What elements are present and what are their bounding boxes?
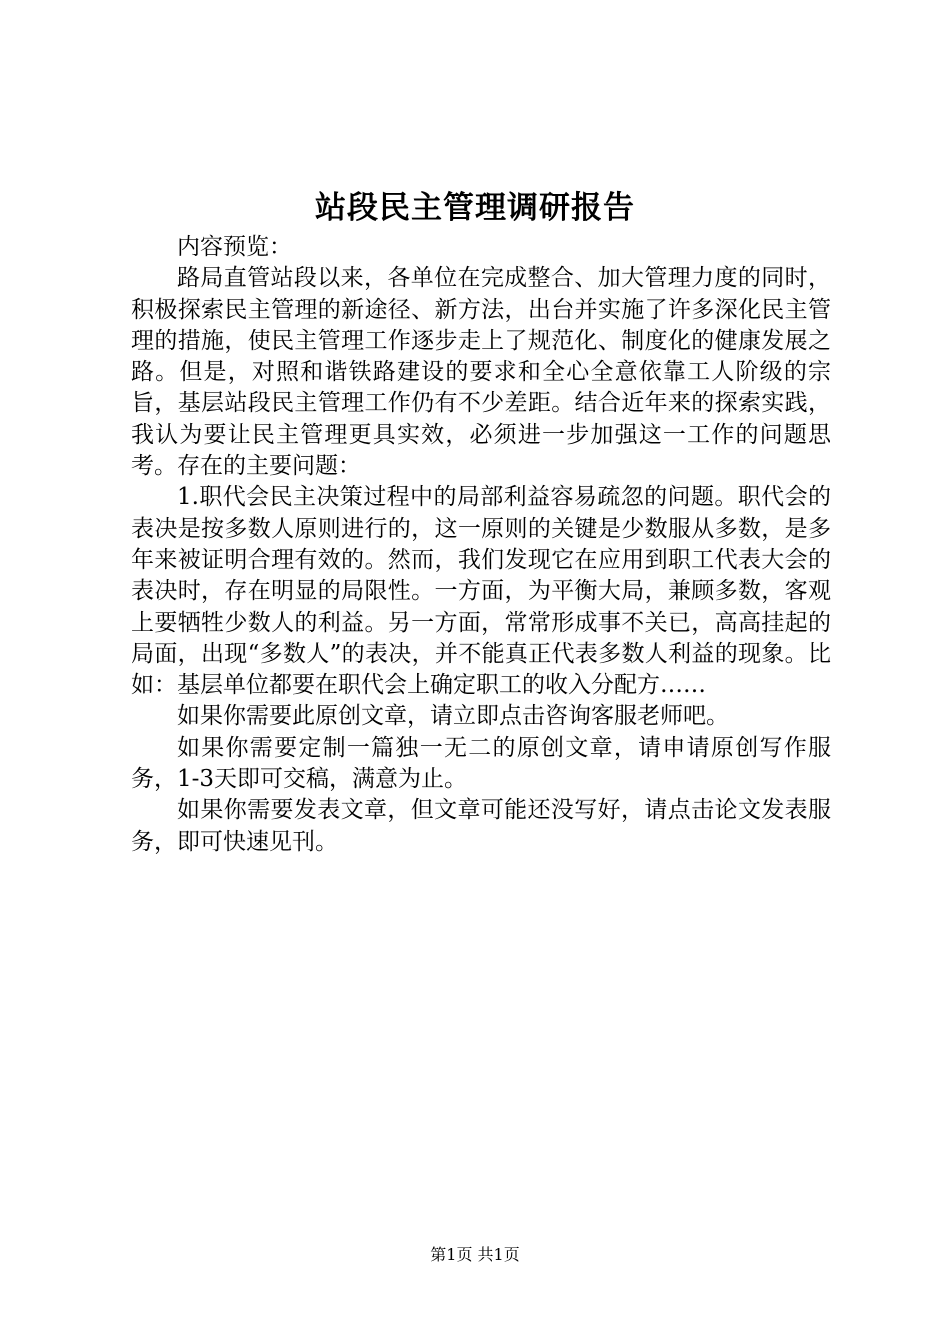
document-title: 站段民主管理调研报告 [315,190,635,226]
publish-paragraph: 如果你需要发表文章，但文章可能还没写好，请点击论文发表服务，即可快速见刊。 [131,797,831,855]
consult-paragraph: 如果你需要此原创文章，请立即点击咨询客服老师吧。 [177,703,729,730]
document-body [131,232,831,858]
custom-writing-paragraph: 如果你需要定制一篇独一无二的原创文章，请申请原创写作服务，1-3天即可交稿，满意为止。 [131,734,831,793]
page-number-footer: 第1页 共1页 [430,1245,520,1264]
issue-paragraph: 1.职代会民主决策过程中的局部利益容易疏忽的问题。职代会的表决是按多数人原则进行的，这一原则的关键是少数服从多数，是多年来被证明合理有效的。然而，我们发现它在应用到职工代表大会的表决时，存在明显的局限性。一方面，为平衡大局，兼顾多数，客观上要牺牲少数人的利益。另一方面，常常形成事不关已，高高挂起的局面，出现“多数人”的表决，并不能真正代表多数人利益的现象。比如：基层单位都要在职代会上确定职工的收入分配方…… [131,484,831,699]
preview-label: 内容预览： [177,234,292,260]
intro-paragraph: 路局直管站段以来，各单位在完成整合、加大管理力度的同时，积极探索民主管理的新途径、新方法，出台并实施了许多深化民主管理的措施，使民主管理工作逐步走上了规范化、制度化的健康发展之路。但是，对照和谐铁路建设的要求和全心全意依靠工人阶级的宗旨，基层站段民主管理工作仍有不少差距。结合近年来的探索实践，我认为要让民主管理更具实效，必须进一步加强这一工作的问题思考。存在的主要问题： [131,265,831,480]
